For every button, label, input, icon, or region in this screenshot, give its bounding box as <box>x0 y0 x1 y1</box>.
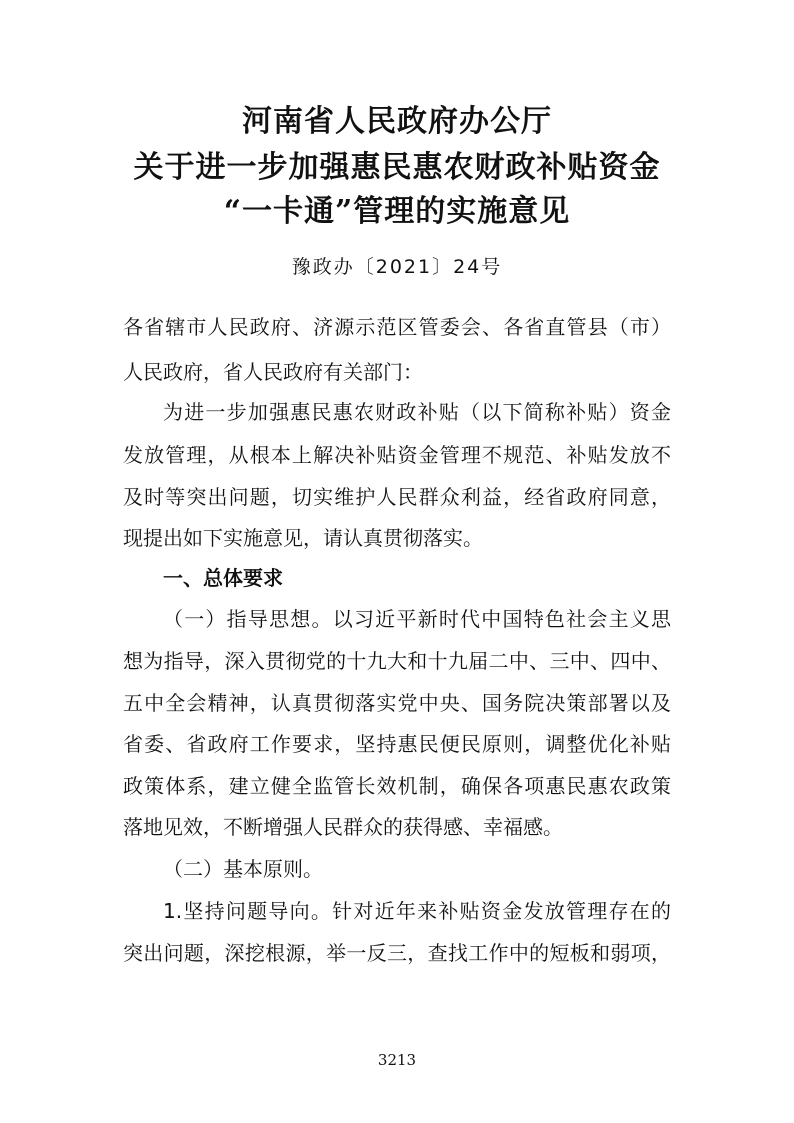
title-line-1: 河南省人民政府办公厅 <box>242 104 552 139</box>
address-line-1: 各省辖市人民政府、济源示范区管委会、各省直管县（市） <box>123 315 671 339</box>
guide-line-2: 想为指导，深入贯彻党的十九大和十九届二中、三中、四中、 <box>123 649 671 673</box>
principle-1-line-2: 突出问题，深挖根源，举一反三，查找工作中的短板和弱项， <box>123 941 671 965</box>
address-line-2: 人民政府，省人民政府有关部门： <box>123 360 423 384</box>
title-line-3: “一卡通”管理的实施意见 <box>223 194 571 229</box>
guide-line-4: 省委、省政府工作要求，坚持惠民便民原则，调整优化补贴 <box>123 732 671 756</box>
section-heading-overall-requirements: 一、总体要求 <box>163 566 283 590</box>
principles-heading: （二）基本原则。 <box>163 857 323 881</box>
guide-line-1: （一）指导思想。以习近平新时代中国特色社会主义思 <box>163 607 671 631</box>
guide-line-3: 五中全会精神，认真贯彻落实党中央、国务院决策部署以及 <box>123 691 671 715</box>
guide-line-6: 落地见效，不断增强人民群众的获得感、幸福感。 <box>123 815 563 839</box>
guide-line-5: 政策体系，建立健全监管长效机制，确保各项惠民惠农政策 <box>123 774 671 798</box>
page-number: 3213 <box>377 1051 417 1069</box>
intro-line-1: 为进一步加强惠民惠农财政补贴（以下简称补贴）资金 <box>163 400 671 424</box>
document-number: 豫政办〔2021〕24号 <box>291 256 503 278</box>
title-line-2: 关于进一步加强惠民惠农财政补贴资金 <box>133 150 661 185</box>
intro-line-4: 现提出如下实施意见，请认真贯彻落实。 <box>123 526 483 550</box>
intro-line-2: 发放管理，从根本上解决补贴资金管理不规范、补贴发放不 <box>123 443 671 467</box>
intro-line-3: 及时等突出问题，切实维护人民群众利益，经省政府同意， <box>123 485 671 509</box>
principle-1-line-1: 1.坚持问题导向。针对近年来补贴资金发放管理存在的 <box>163 899 671 923</box>
